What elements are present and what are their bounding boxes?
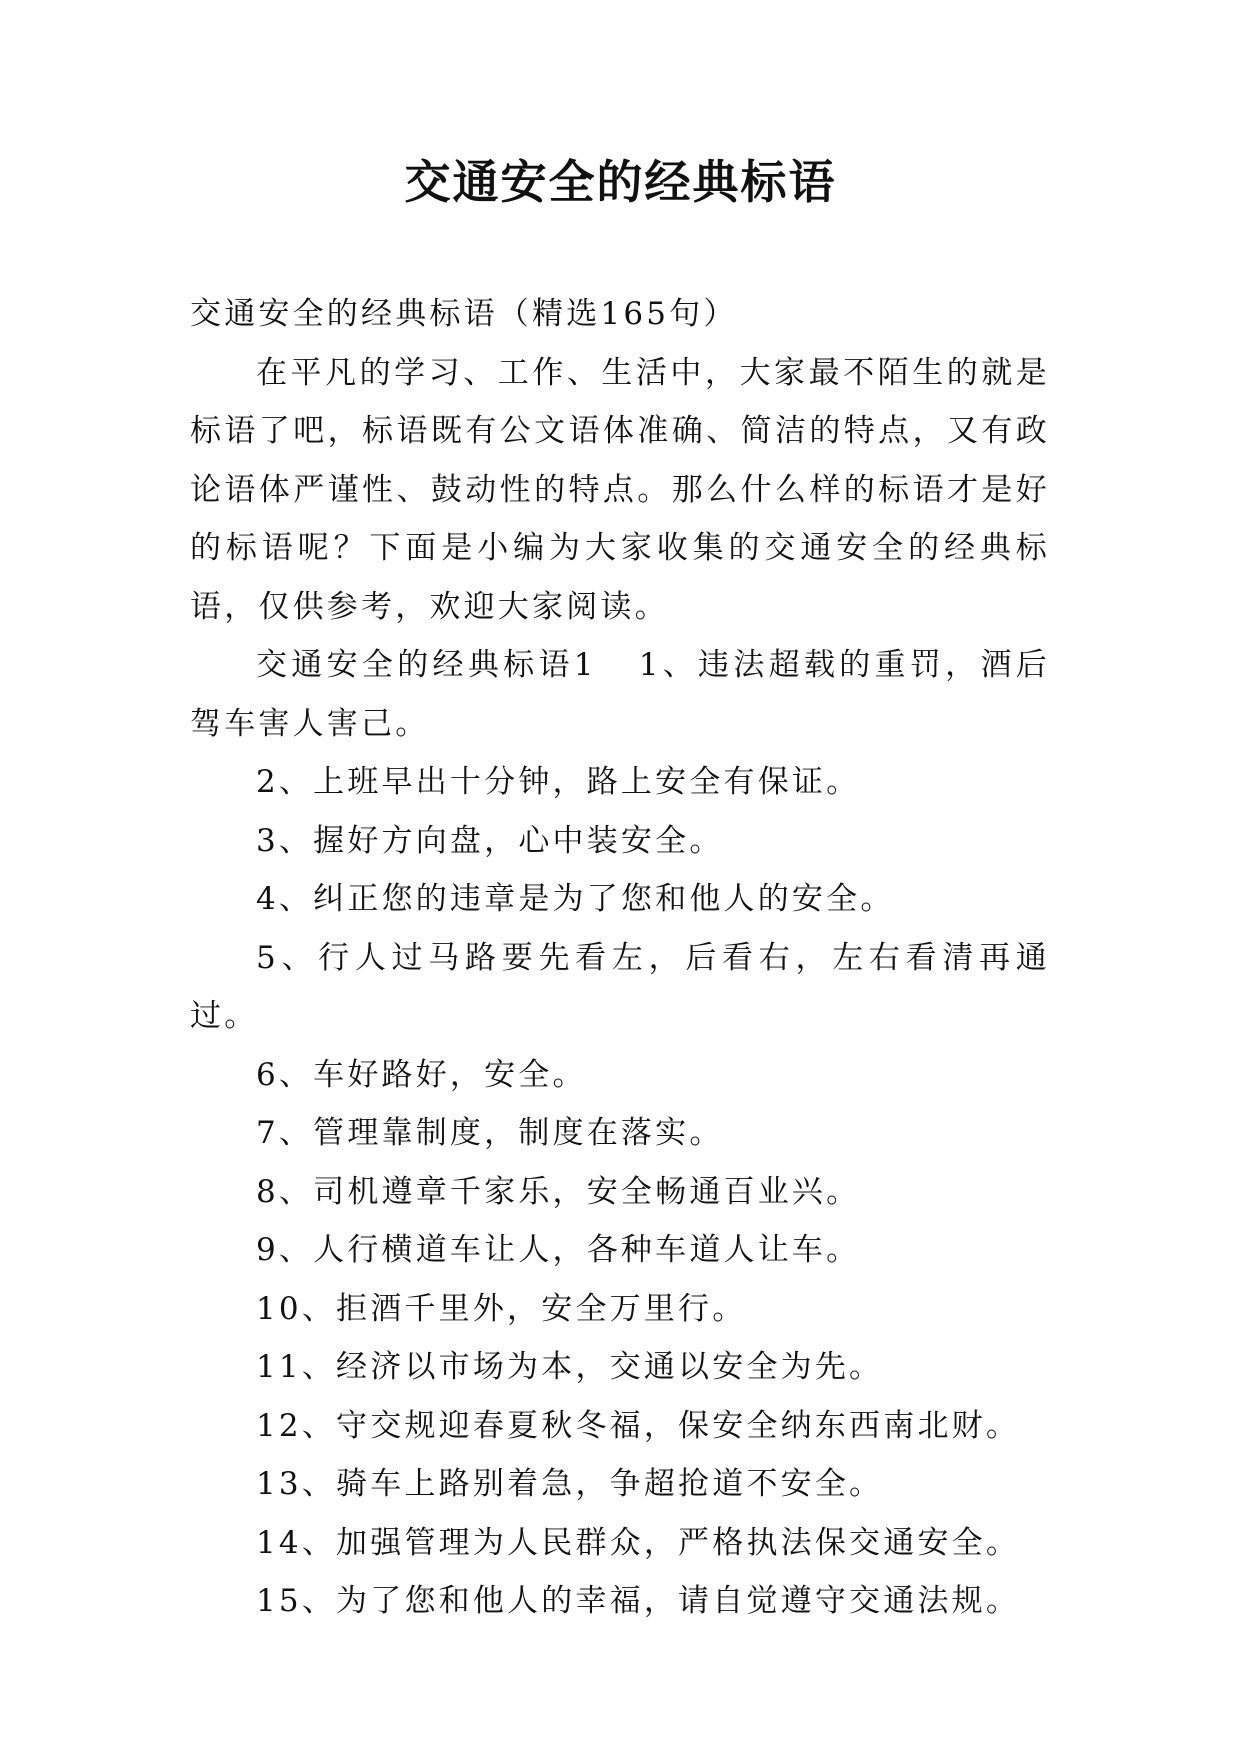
- list-item: 5、行人过马路要先看左，后看右，左右看清再通过。: [190, 939, 1050, 1034]
- section-first-paragraph: [190, 636, 1050, 753]
- list-item: 14、加强管理为人民群众，严格执法保交通安全。: [256, 1524, 1021, 1561]
- list-item: 13、骑车上路别着急，争超抢道不安全。: [256, 1466, 884, 1502]
- list-item: 3、握好方向盘，心中装安全。: [256, 822, 724, 859]
- list-item: 2、上班早出十分钟，路上安全有保证。: [256, 764, 861, 800]
- document-title: 交通安全的经典标语: [404, 155, 837, 209]
- list-item: 6、车好路好，安全。: [256, 1056, 587, 1093]
- list-item: 8、司机遵章千家乐，安全畅通百业兴。: [256, 1173, 861, 1210]
- list-item: 11、经济以市场为本，交通以安全为先。: [256, 1349, 884, 1385]
- intro-paragraph: 在平凡的学习、工作、生活中，大家最不陌生的就是标语了吧，标语既有公文语体准确、简洁的特点，又有政论语体严谨性、鼓动性的特点。那么什么样的标语才是好的标语呢？下面是小编为大家收集的交通安全的经典标语，仅供参考，欢迎大家阅读。: [190, 354, 1050, 625]
- list-item: 4、纠正您的违章是为了您和他人的安全。: [256, 881, 895, 917]
- section-heading: 交通安全的经典标语1: [256, 647, 597, 683]
- document-body: [190, 285, 1050, 1631]
- list-item: 12、守交规迎春夏秋冬福，保安全纳东西南北财。: [256, 1407, 1021, 1444]
- list-item: 9、人行横道车让人，各种车道人让车。: [256, 1232, 861, 1268]
- document-subtitle: 交通安全的经典标语（精选165句）: [190, 296, 738, 332]
- list-item: 7、管理靠制度，制度在落实。: [256, 1115, 724, 1151]
- list-item: 15、为了您和他人的幸福，请自觉遵守交通法规。: [256, 1583, 1021, 1619]
- list-item: 1、违法超载的重罚，酒后驾车害人害己。: [190, 647, 1050, 742]
- list-item: 10、拒酒千里外，安全万里行。: [256, 1290, 747, 1327]
